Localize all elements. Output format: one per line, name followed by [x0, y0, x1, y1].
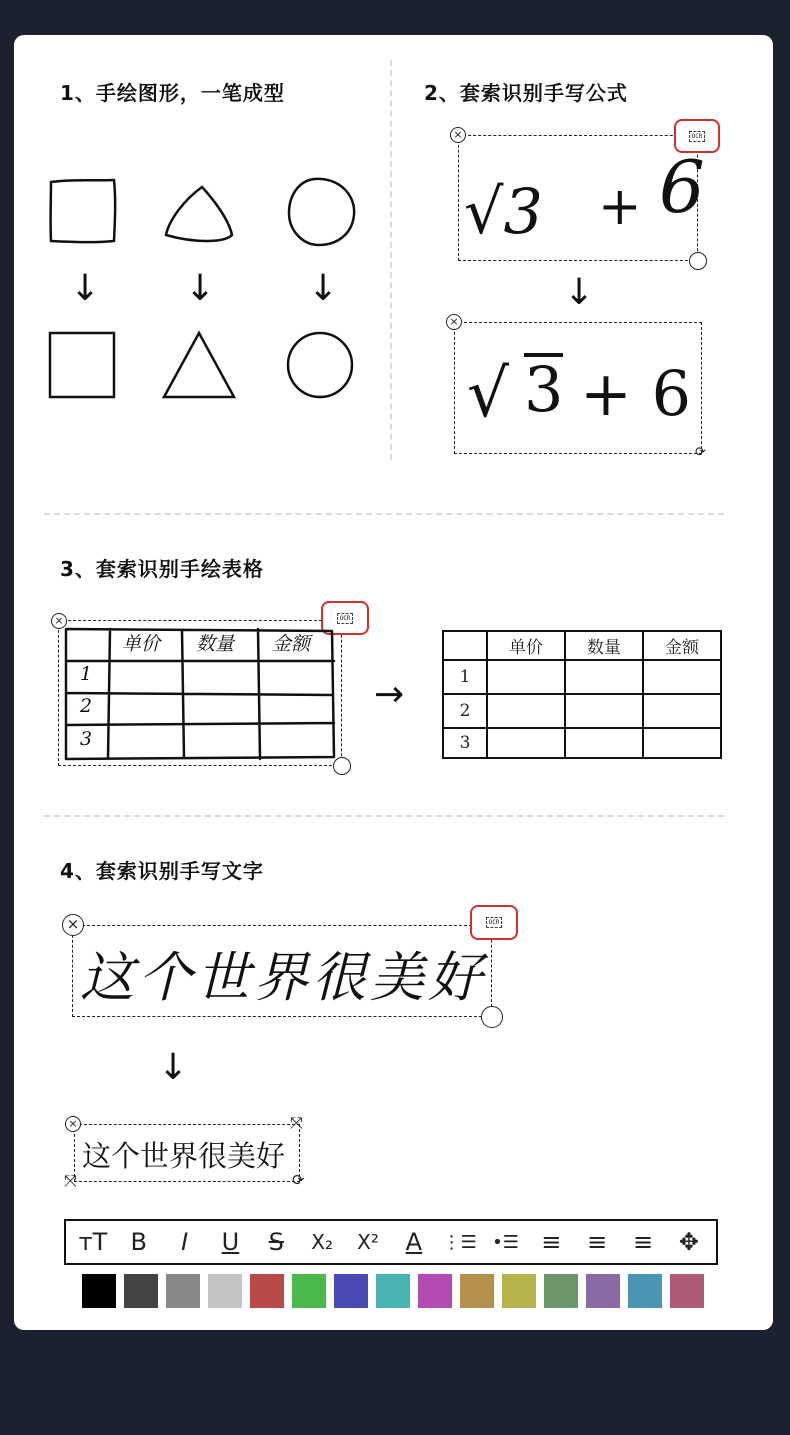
color-swatch[interactable] [418, 1274, 452, 1308]
ocr-icon: OCR [689, 131, 706, 142]
table-cell[interactable]: 1 [443, 660, 487, 694]
color-swatch[interactable] [376, 1274, 410, 1308]
rotate-icon[interactable]: ⟳ [695, 445, 706, 460]
horizontal-divider-2 [44, 815, 724, 817]
hand-header-unit-price: 单价 [122, 633, 161, 655]
color-swatch[interactable] [544, 1274, 578, 1308]
resize-handle[interactable] [689, 252, 707, 270]
section-4-title: 4、套索识别手写文字 [60, 859, 264, 883]
table-cell[interactable] [565, 660, 643, 694]
color-palette [82, 1274, 704, 1308]
table-cell[interactable] [487, 694, 565, 728]
bold-icon[interactable]: B [130, 1228, 147, 1256]
down-arrow-formula: ↓ [564, 272, 595, 313]
color-swatch[interactable] [628, 1274, 662, 1308]
table-cell[interactable]: 2 [443, 694, 487, 728]
handwritten-text: 这个世界很美好 [80, 946, 486, 1009]
align-right-icon[interactable]: ≡ [632, 1228, 654, 1256]
table-header-cell: 数量 [565, 631, 643, 660]
clean-square [50, 333, 114, 397]
color-swatch[interactable] [502, 1274, 536, 1308]
expand-icon[interactable]: ⤧ [290, 1113, 303, 1132]
underline-icon[interactable]: U [221, 1228, 240, 1256]
color-swatch[interactable] [460, 1274, 494, 1308]
rough-square [51, 180, 116, 242]
table-header-cell [443, 631, 487, 660]
close-handle[interactable]: × [51, 613, 67, 629]
clean-circle [288, 333, 352, 397]
move-icon[interactable]: ✥ [678, 1228, 699, 1256]
ocr-icon: OCR [486, 917, 503, 928]
formatting-toolbar [64, 1219, 718, 1265]
hand-row-2: 2 [80, 695, 93, 717]
section-3-title: 3、套索识别手绘表格 [60, 557, 264, 581]
clean-triangle [164, 333, 234, 397]
hand-header-quantity: 数量 [196, 633, 235, 655]
table-cell[interactable] [487, 660, 565, 694]
align-center-icon[interactable]: ≡ [587, 1228, 608, 1256]
close-handle[interactable]: × [65, 1116, 81, 1132]
close-handle[interactable]: × [450, 127, 466, 143]
strikethrough-icon[interactable]: S [268, 1228, 284, 1256]
rotate-icon[interactable]: ⟳ [292, 1171, 305, 1189]
horizontal-divider-1 [44, 513, 724, 515]
subscript-icon[interactable]: X₂ [311, 1230, 333, 1254]
text-size-icon[interactable]: ᴛT [78, 1228, 108, 1256]
table-cell[interactable] [643, 694, 721, 728]
table-cell[interactable]: 3 [443, 728, 487, 758]
color-swatch[interactable] [124, 1274, 158, 1308]
table-header-cell: 单价 [487, 631, 565, 660]
font-color-icon[interactable]: A [405, 1228, 423, 1256]
down-arrow-3: ↓ [308, 268, 339, 309]
handwritten-six: 6 [659, 145, 705, 229]
table-header-cell: 金额 [643, 631, 721, 660]
rendered-radicand: 3 [524, 353, 564, 426]
handwritten-root-three: √3 [464, 175, 543, 248]
color-swatch[interactable] [250, 1274, 284, 1308]
table-row [443, 728, 721, 758]
table-cell[interactable] [565, 728, 643, 758]
table-cell[interactable] [565, 694, 643, 728]
down-arrow-text: ↓ [158, 1047, 189, 1088]
color-swatch[interactable] [334, 1274, 368, 1308]
color-swatch[interactable] [586, 1274, 620, 1308]
table-row [443, 694, 721, 728]
close-handle[interactable]: × [62, 914, 84, 936]
rendered-sqrt: √ [467, 355, 510, 432]
rough-circle [289, 179, 354, 245]
vertical-divider [390, 60, 392, 460]
recognized-text[interactable]: 这个世界很美好 [82, 1139, 286, 1173]
hand-row-1: 1 [80, 663, 93, 685]
table-cell[interactable] [487, 728, 565, 758]
hand-header-amount: 金额 [272, 633, 311, 655]
canvas-card [14, 35, 773, 1330]
color-swatch[interactable] [292, 1274, 326, 1308]
superscript-icon[interactable]: X² [357, 1230, 379, 1254]
right-arrow-table: → [374, 674, 405, 715]
section-2-title: 2、套索识别手写公式 [424, 81, 628, 105]
down-arrow-2: ↓ [185, 268, 216, 309]
rendered-plus-six: + 6 [580, 357, 692, 430]
close-handle[interactable]: × [446, 314, 462, 330]
expand-icon[interactable]: ⤧ [64, 1171, 77, 1190]
numbered-list-icon[interactable]: ⋮☰ [442, 1231, 477, 1253]
color-swatch[interactable] [208, 1274, 242, 1308]
color-swatch[interactable] [82, 1274, 116, 1308]
italic-icon[interactable]: I [181, 1228, 189, 1256]
align-left-icon[interactable]: ≡ [541, 1228, 562, 1256]
ocr-icon: OCR [337, 613, 354, 624]
recognized-table[interactable] [442, 630, 722, 759]
handwritten-plus: + [598, 177, 642, 237]
down-arrow-1: ↓ [70, 268, 101, 309]
rough-triangle [166, 187, 232, 241]
hand-row-3: 3 [80, 728, 93, 750]
table-cell[interactable] [643, 728, 721, 758]
table-row [443, 660, 721, 694]
section-1-title: 1、手绘图形，一笔成型 [60, 81, 285, 105]
bullet-list-icon[interactable]: •☰ [492, 1231, 519, 1253]
table-cell[interactable] [643, 660, 721, 694]
color-swatch[interactable] [670, 1274, 704, 1308]
color-swatch[interactable] [166, 1274, 200, 1308]
